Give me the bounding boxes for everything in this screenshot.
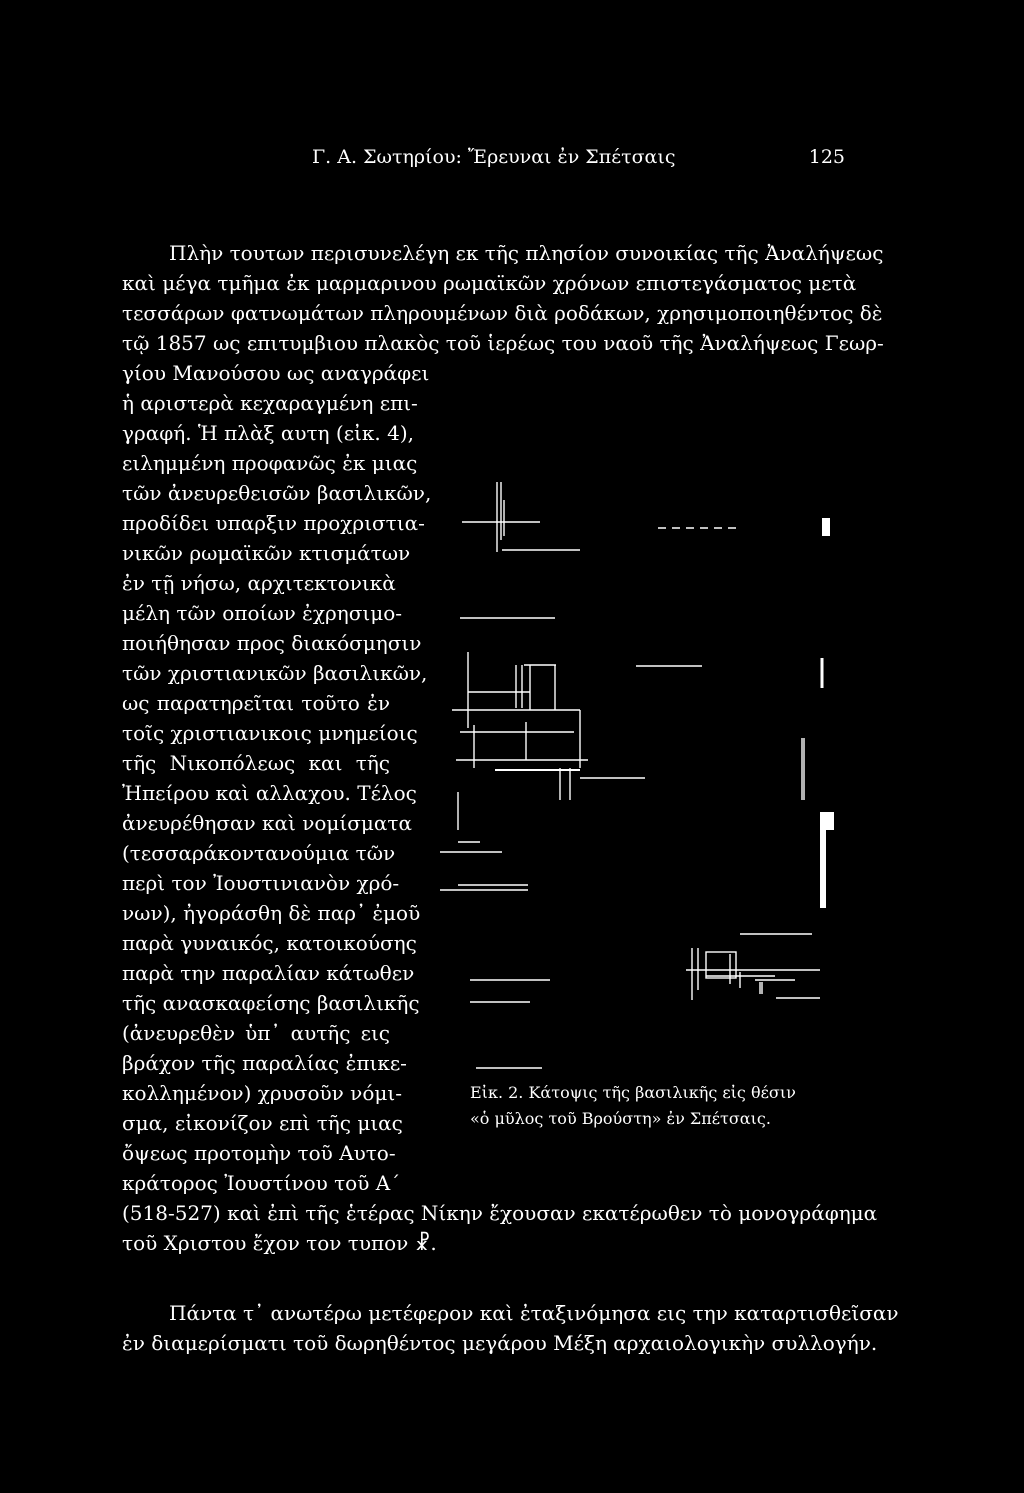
text-line: τῶν χριστιανικῶν βασιλικῶν, bbox=[122, 661, 428, 685]
text-line: ἡ αριστερὰ κεχαραγμένη επι- bbox=[122, 391, 418, 415]
caption-line-1: Εἰκ. 2. Κάτοψις τῆς βασιλικῆς εἰς θέσιν bbox=[470, 1083, 796, 1102]
text-line: νων), ἠγοράσθη δὲ παρ᾽ ἐμοῦ bbox=[122, 901, 421, 925]
text-line: τῶν ἀνευρεθεισῶν βασιλικῶν, bbox=[122, 481, 432, 505]
text-line: τῷ 1857 ως επιτυμβιου πλακὸς τοῦ ἱερέως του ναοῦ τῆς Ἀναλήψεως Γεωρ- bbox=[122, 331, 884, 355]
text-line: τῆς Νικοπόλεως και τῆς bbox=[122, 751, 390, 775]
text-line: ἐν διαμερίσματι τοῦ δωρηθέντος μεγάρου Μέξη αρχαιολογικὴν συλλογήν. bbox=[122, 1331, 878, 1355]
text-line: Πλὴν τουτων περισυνελέγη εκ τῆς πλησίον συνοικίας τῆς Ἀναλήψεως bbox=[169, 241, 884, 265]
text-line: τοῦ Χριστου ἔχον τον τυπον bbox=[122, 1231, 409, 1255]
text-line: (ἀνευρεθὲν ὑπ᾽ αυτῆς εις bbox=[122, 1021, 390, 1045]
text-line: παρὰ γυναικός, κατοικούσης bbox=[122, 931, 417, 955]
text-line: τοῖς χριστιανικοις μνημείοις bbox=[122, 721, 418, 745]
chi-rho-monogram: ☧ bbox=[414, 1231, 431, 1255]
text-line: παρὰ την παραλίαν κάτωθεν bbox=[122, 961, 415, 985]
text-line: Ἠπείρου καὶ αλλαχου. Τέλος bbox=[122, 781, 417, 805]
text-line: περὶ τον Ἰουστινιανὸν χρό- bbox=[122, 871, 400, 895]
text-line: προδίδει υπαρξιν προχριστια- bbox=[122, 511, 425, 535]
text-line: (518-527) καὶ ἐπὶ τῆς ἑτέρας Νίκην ἔχουσαν εκατέρωθεν τὸ μονογράφημα bbox=[122, 1201, 878, 1225]
text-line: κολλημένον) χρυσοῦν νόμι- bbox=[122, 1081, 402, 1105]
basilica-floor-plan bbox=[440, 470, 840, 1090]
text-line: μέλη τῶν οποίων ἐχρησιμο- bbox=[122, 601, 403, 625]
text-line: νικῶν ρωμαϊκῶν κτισμάτων bbox=[122, 541, 411, 565]
text-line-last bbox=[122, 1228, 845, 1258]
text-line: ὄψεως προτομὴν τοῦ Αυτο- bbox=[122, 1141, 396, 1165]
text-line: τῆς ανασκαφείσης βασιλικῆς bbox=[122, 991, 420, 1015]
text-line: ως παρατηρεῖται τοῦτο ἐν bbox=[122, 691, 390, 715]
text-line: Πάντα τ᾽ ανωτέρω μετέφερον καὶ ἐταξινόμησα εις την καταρτισθεῖσαν bbox=[169, 1301, 899, 1325]
text-line: τεσσάρων φατνωμάτων πληρουμένων διὰ ροδάκων, χρησιμοποιηθέντος δὲ bbox=[122, 301, 883, 325]
text-line: ἀνευρέθησαν καὶ νομίσματα bbox=[122, 811, 412, 835]
page-number: 125 bbox=[808, 146, 845, 168]
running-title: Γ. Α. Σωτηρίου: Ἔρευναι ἐν Σπέτσαις bbox=[312, 146, 676, 168]
text-line: καὶ μέγα τμῆμα ἐκ μαρμαρινου ρωμαϊκῶν χρόνων επιστεγάσματος μετὰ bbox=[122, 271, 857, 295]
text-line: (τεσσαράκοντανούμια τῶν bbox=[122, 841, 396, 865]
text-line: ποιήθησαν προς διακόσμησιν bbox=[122, 631, 422, 655]
text-line: γραφή. Ἡ πλὰξ αυτη (εἰκ. 4), bbox=[122, 421, 414, 445]
page-header bbox=[120, 146, 845, 176]
caption-line-2: «ὁ μῦλος τοῦ Βρούστη» ἐν Σπέτσαις. bbox=[470, 1109, 771, 1128]
text-line: ἐν τῇ νήσω, αρχιτεκτονικὰ bbox=[122, 571, 396, 595]
text-line: ειλημμένη προφανῶς ἐκ μιας bbox=[122, 451, 418, 475]
end-period: . bbox=[430, 1231, 437, 1255]
text-line: γίου Μανούσου ως αναγράφει bbox=[122, 361, 430, 385]
text-line: σμα, εἰκονίζον επὶ τῆς μιας bbox=[122, 1111, 403, 1135]
text-line: κράτορος Ἰουστίνου τοῦ Α΄ bbox=[122, 1171, 401, 1195]
text-line: βράχον τῆς παραλίας ἐπικε- bbox=[122, 1051, 407, 1075]
